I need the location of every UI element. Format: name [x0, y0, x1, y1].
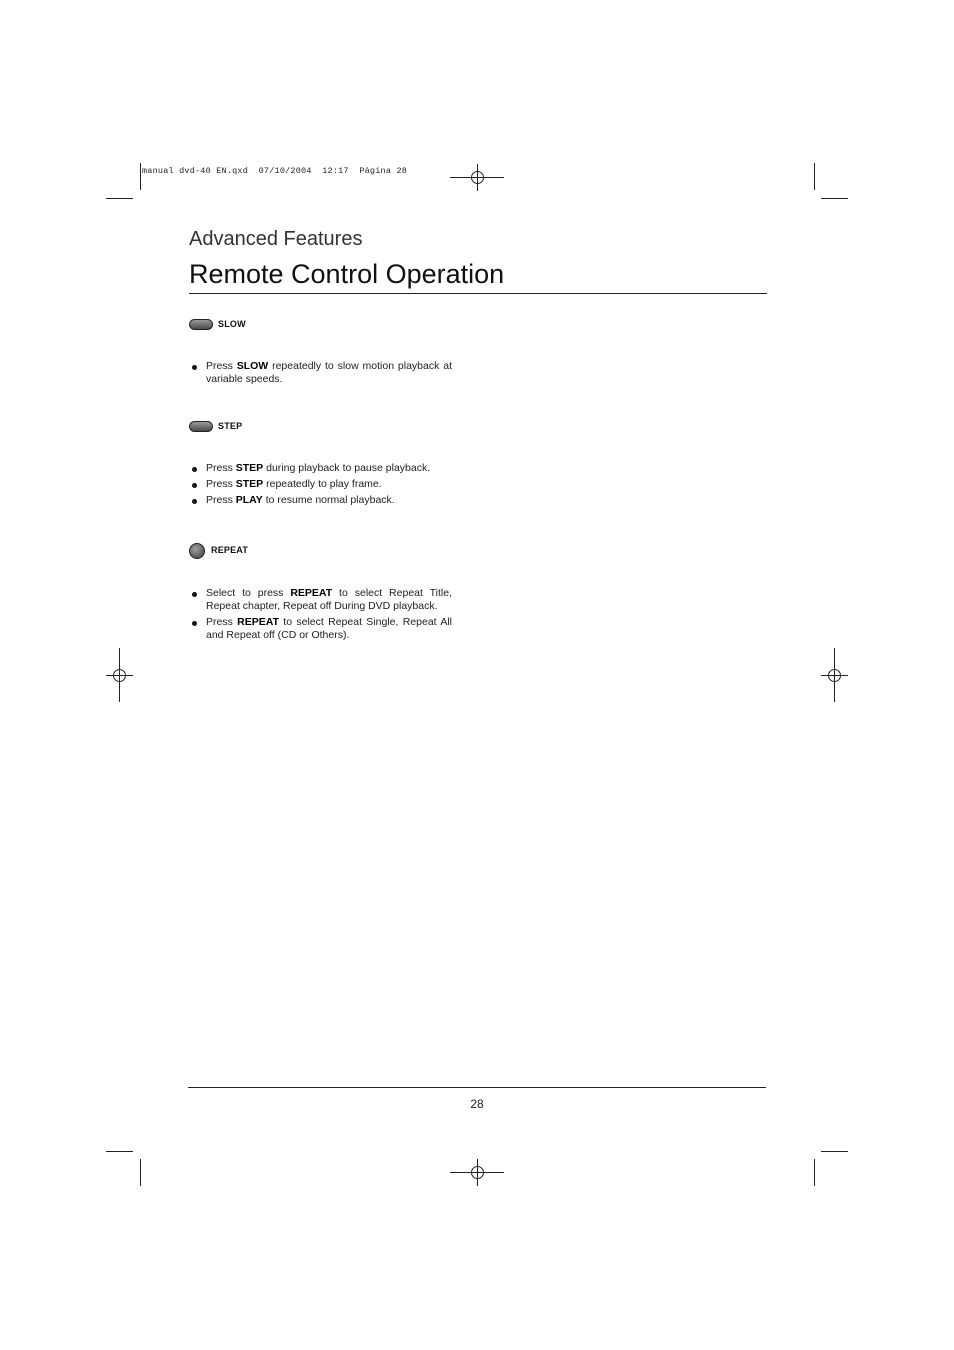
list-item: Select to press REPEAT to select Repeat Title, Repeat chapter, Repeat off During DVD playback. — [190, 587, 452, 613]
footer-rule — [188, 1087, 766, 1088]
page-number: 28 — [470, 1097, 484, 1111]
step-button-icon — [189, 421, 213, 432]
repeat-button-icon — [189, 543, 205, 559]
list-item: Press SLOW repeatedly to slow motion playback at variable speeds. — [190, 360, 452, 386]
repeat-button-label: REPEAT — [211, 545, 249, 555]
list-item: Press REPEAT to select Repeat Single, Repeat All and Repeat off (CD or Others). — [190, 616, 452, 642]
step-instructions — [190, 462, 452, 510]
title-rule — [189, 293, 767, 294]
list-item: Press STEP during playback to pause playback. — [190, 462, 452, 475]
slow-button-icon — [189, 319, 213, 330]
list-item: Press STEP repeatedly to play frame. — [190, 478, 452, 491]
repeat-instructions — [190, 587, 452, 645]
step-button-label: STEP — [218, 421, 243, 431]
slow-button-label: SLOW — [218, 319, 246, 329]
page-title: Remote Control Operation — [189, 259, 505, 289]
slow-instructions — [190, 360, 452, 389]
list-item: Press PLAY to resume normal playback. — [190, 494, 452, 507]
print-slug: manual dvd-40 EN.qxd 07/10/2004 12:17 Página 28 — [142, 166, 408, 176]
section-kicker: Advanced Features — [189, 228, 363, 250]
